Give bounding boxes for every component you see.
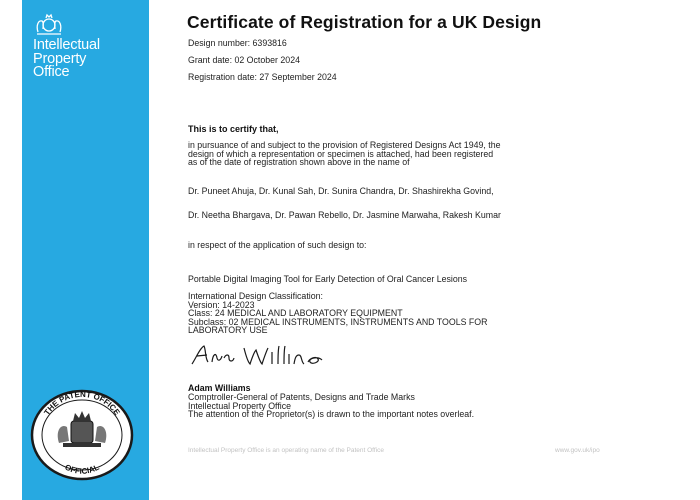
registration-date: Registration date: 27 September 2024	[188, 72, 337, 82]
provision-line: in pursuance of and subject to the provision of Registered Designs Act 1949, the	[188, 140, 501, 150]
respect-text: in respect of the application of such design to:	[188, 240, 367, 250]
design-title: Portable Digital Imaging Tool for Early Detection of Oral Cancer Lesions	[188, 274, 468, 284]
signatory-title: Comptroller-General of Patents, Designs and Trade Marks	[188, 391, 415, 402]
proprietor-names-line: Dr. Puneet Ahuja, Dr. Kunal Sah, Dr. Sunira Chandra, Dr. Shashirekha Govind,	[188, 186, 494, 196]
brand-line: Intellectual	[33, 37, 100, 53]
seal-text-top: THE PATENT OFFICE	[42, 389, 122, 417]
signature-image	[188, 340, 338, 370]
footer-operating-name: Intellectual Property Office is an operating name of the Patent Office	[188, 447, 384, 454]
proprietor-names-line: Dr. Neetha Bhargava, Dr. Pawan Rebello, Dr. Jasmine Marwaha, Rakesh Kumar	[188, 210, 501, 220]
provision-paragraph	[188, 141, 500, 167]
classification-line: International Design Classification:	[188, 291, 323, 301]
grant-date: Grant date: 02 October 2024	[188, 55, 300, 65]
signatory-block	[188, 384, 474, 419]
signatory-name: Adam Williams	[188, 383, 251, 393]
certify-heading: This is to certify that,	[188, 124, 279, 134]
signatory-office: Intellectual Property Office	[188, 400, 292, 411]
brand-line: Office	[33, 64, 70, 80]
design-classification	[188, 292, 487, 335]
classification-line: Class: 24 MEDICAL AND LABORATORY EQUIPMENT	[188, 308, 403, 319]
seal-text-bottom: OFFICIAL	[63, 462, 101, 476]
design-number: Design number: 6393816	[188, 38, 287, 48]
proprietor-notice: The attention of the Proprietor(s) is drawn to the important notes overleaf.	[188, 409, 475, 420]
provision-line: as of the date of registration shown above in the name of	[188, 157, 410, 168]
provision-line: design of which a representation or specimen is attached, had been registered	[188, 148, 494, 159]
certificate-title: Certificate of Registration for a UK Design	[187, 12, 542, 32]
brand-line: Property	[33, 50, 87, 67]
footer-website: www.gov.uk/ipo	[555, 447, 600, 454]
classification-line: Subclass: 02 MEDICAL INSTRUMENTS, INSTRUMENTS AND TOOLS FOR	[188, 316, 488, 327]
classification-line: Version: 14-2023	[188, 299, 255, 310]
classification-line: LABORATORY USE	[188, 325, 268, 336]
